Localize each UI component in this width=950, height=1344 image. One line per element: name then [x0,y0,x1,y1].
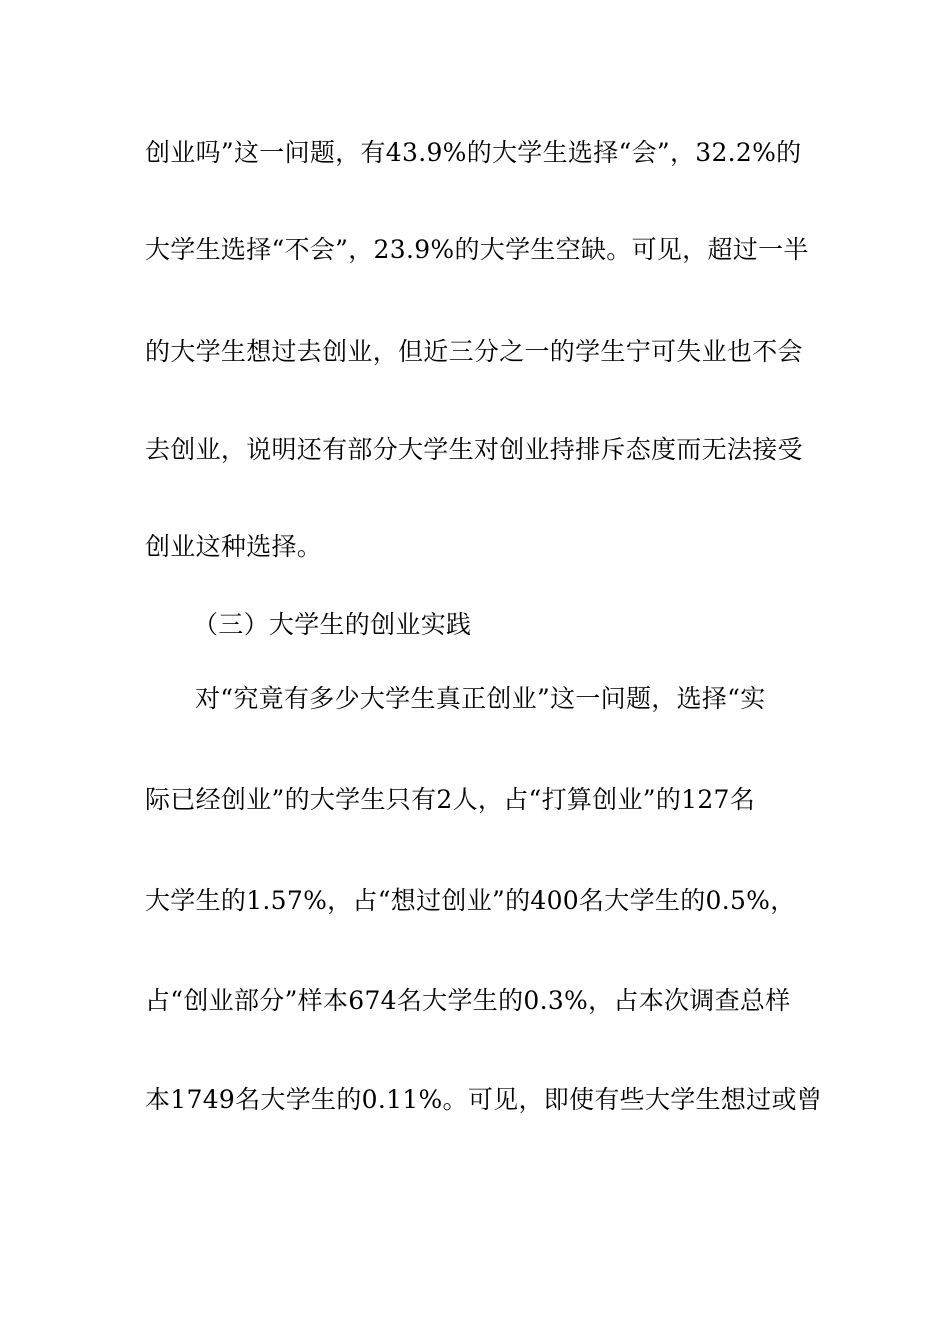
paragraph-1-line-3: 的大学生想过去创业，但近三分之一的学生宁可失业也不会 [145,337,803,366]
paragraph-1-line-1: 创业吗”这一问题，有43.9%的大学生选择“会”，32.2%的 [145,138,802,167]
paragraph-2-line-4: 占“创业部分”样本674名大学生的0.3%，占本次调查总样 [145,986,791,1015]
paragraph-2-line-1: 对“究竟有多少大学生真正创业”这一问题，选择“实 [195,684,766,713]
paragraph-2-line-2: 际已经创业”的大学生只有2人，占“打算创业”的127名 [145,785,756,814]
paragraph-1-line-2: 大学生选择“不会”，23.9%的大学生空缺。可见，超过一半 [145,235,809,264]
paragraph-1-line-5: 创业这种选择。 [145,532,323,561]
paragraph-1-line-4: 去创业，说明还有部分大学生对创业持排斥态度而无法接受 [145,435,803,464]
paragraph-2-line-5: 本1749名大学生的0.11%。可见，即使有些大学生想过或曾 [145,1085,823,1114]
paragraph-2-line-3: 大学生的1.57%，占“想过创业”的400名大学生的0.5%， [145,886,796,915]
section-heading: （三）大学生的创业实践 [193,610,472,639]
